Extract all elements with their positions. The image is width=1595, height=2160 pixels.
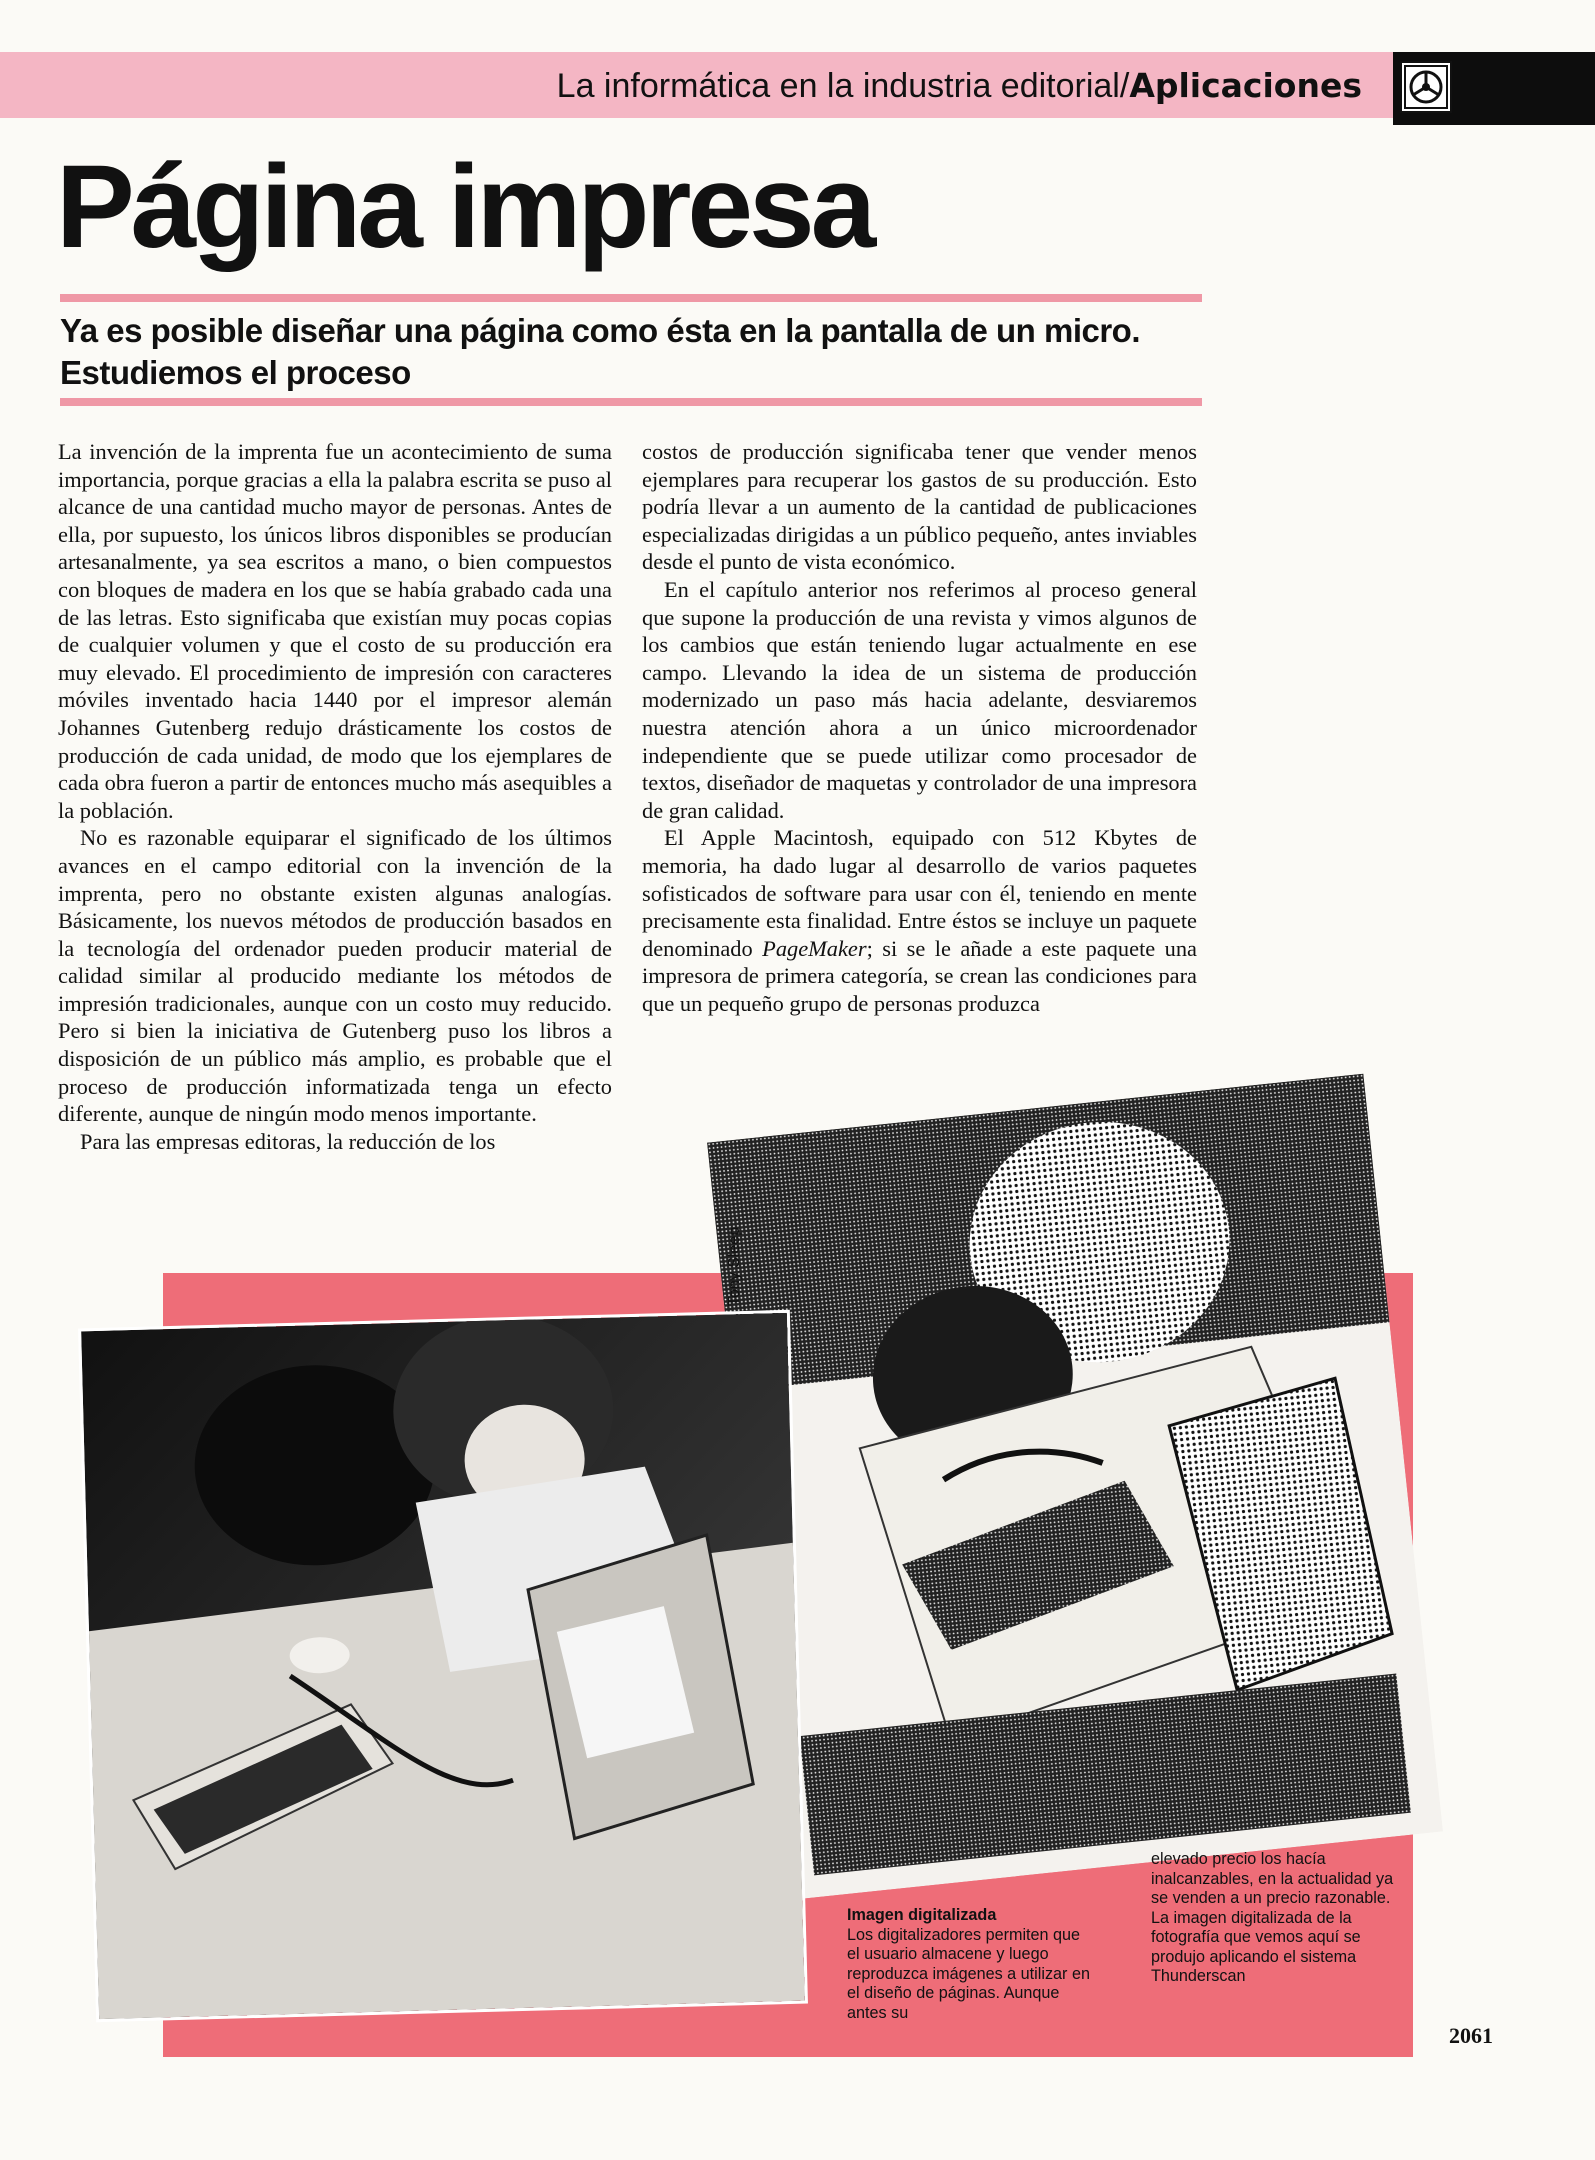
page-subtitle: Ya es posible diseñar una página como ésta en la pantalla de un micro. Estudiemos el proceso [60,312,1141,391]
section-category: Aplicaciones [1129,66,1362,105]
body-paragraph: Para las empresas editoras, la reducción de los [80,1128,496,1154]
photo-credit: Tony Sleep [726,1226,743,1306]
page-title: Página impresa [56,141,873,273]
steering-wheel-icon [1400,61,1452,113]
body-paragraph: En el capítulo anterior nos referimos al proceso general que supone la producción de una revista y vimos algunos de los cambios que están teniendo lugar actualmente en ese campo. Llevando la idea de un sistema de producción modernizado un paso más hacia adelante, desviaremos nuestra atención ahora a un único microordenador independiente que se puede utilizar como procesador de textos, diseñador de maquetas y controlador de una impresora de gran calidad. [642,576,1197,823]
body-column-right [642,438,1197,1017]
body-paragraph: La invención de la imprenta fue un acontecimiento de suma importancia, porque gracias a ella la palabra escrita se puso al alcance de una cantidad mucho mayor de personas. Antes de ella, por supuesto, los únicos libros disponibles se producían artesanalmente, ya sea escritos a mano, o bien compuestos con bloques de madera en los que se había grabado cada una de las letras. Esto significaba que existían muy pocas copias de cualquier volumen y que el costo de su producción era muy elevado. El procedimiento de impresión con caracteres móviles inventado hacia 1440 por el impresor alemán Johannes Gutenberg redujo drásticamente los costos de producción de cada unidad, de modo que los ejemplares de cada obra fueron a partir de entonces mucho más asequibles a la población. [58,439,612,823]
body-paragraph: costos de producción significaba tener que vender menos ejemplares para recuperar los gastos de su producción. Esto podría llevar a un aumento de la cantidad de publicaciones especializadas dirigidas a un público pequeño, antes inviables desde el punto de vista económico. [642,439,1197,575]
caption-column-right: elevado precio los hacía inalcanzables, en la actualidad ya se venden a un precio razonable. La imagen digitalizada de la fotografía que vemos aquí se produjo aplicando el sistema Thunderscan [1151,1850,1394,1985]
digitized-photo [707,1074,1443,1901]
subtitle-top-rule [60,294,1202,302]
body-paragraph: No es razonable equiparar el significado de los últimos avances en el campo editorial con la invención de la imprenta, pero no obstante existen algunas analogías. Básicamente, los nuevos métodos de producción basados en la tecnología del ordenador pueden producir material de calidad similar al producido mediante los métodos de impresión tradicionales, aunque con un costo muy reducido. Pero si bien la iniciativa de Gutenberg puso los libros a disposición de un público más amplio, es probable que el proceso de producción informatizada tenga un efecto diferente, aunque de ningún modo menos importante. [58,825,612,1127]
caption-text: Los digitalizadores permiten que el usuario almacene y luego reproduzca imágenes a utilizar en el diseño de páginas. Aunque antes su [847,1925,1090,2022]
caption-title: Imagen digitalizada [847,1906,997,1924]
body-column-left [58,438,612,1155]
section-header [557,66,1362,106]
page-number: 2061 [1449,2023,1493,2048]
product-name: PageMaker [762,935,867,961]
section-name: La informática en la industria editorial/ [556,67,1130,105]
caption-column-left [847,1906,1097,2023]
subtitle-bottom-rule [60,398,1202,406]
body-paragraph: El Apple Macintosh, equipado con 512 Kbytes de memoria, ha dado lugar al desarrollo de varios paquetes sofisticados de software para usar con él, teniendo en mente precisamente esta finalidad. Entre éstos se incluye un paquete denominado PageMaker; si se le añade a este paquete una impresora de primera categoría, se crean las condiciones para que un pequeño grupo de personas produzca [642,825,1197,1016]
photograph [81,1313,805,2019]
